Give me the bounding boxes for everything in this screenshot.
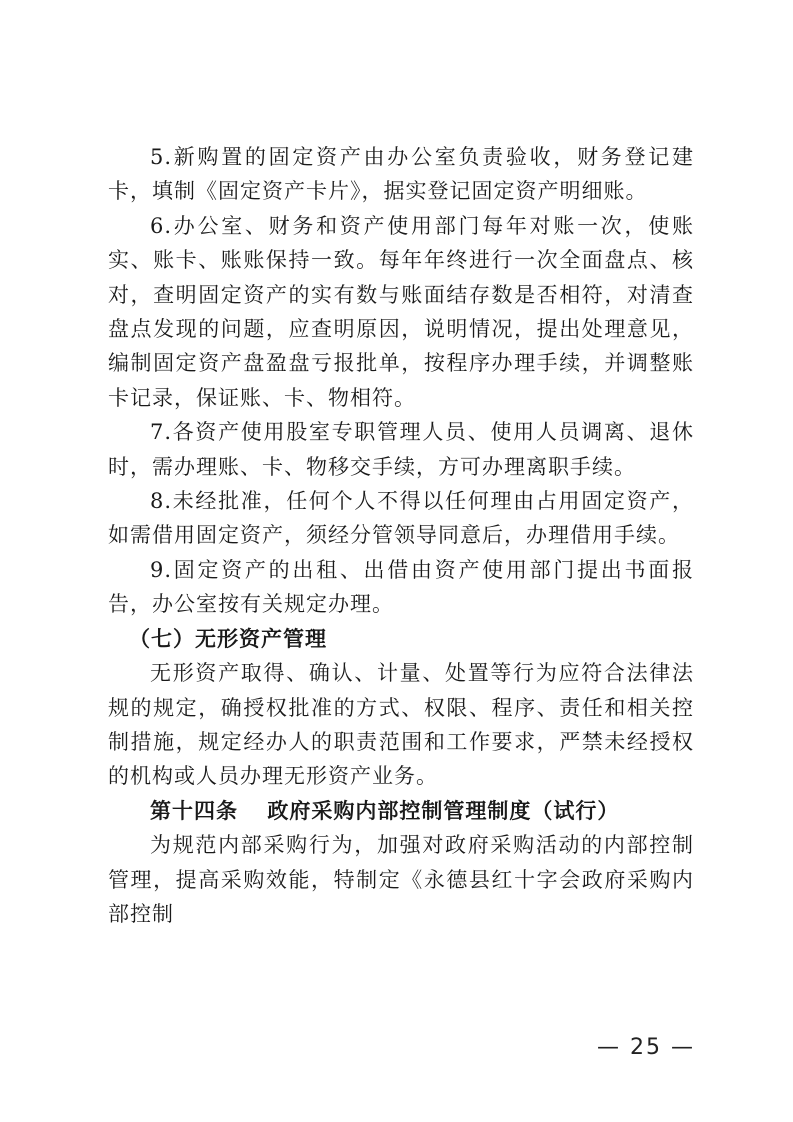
paragraph-item-5: 5.新购置的固定资产由办公室负责验收，财务登记建卡，填制《固定资产卡片》，据实登记固定资产明细账。 [108,145,694,204]
paragraph-item-8: 8.未经批准，任何个人不得以任何理由占用固定资产，如需借用固定资产，须经分管领导同意后，办理借用手续。 [108,489,694,548]
page-number: — 25 — [597,1035,695,1060]
section-heading: （七）无形资产管理 [129,626,327,651]
section-paragraph: 无形资产取得、确认、计量、处置等行为应符合法律法规的规定，确授权批准的方式、权限、程序、责任和相关控制措施，规定经办人的职责范围和工作要求，严禁未经授权的机构或人员办理无形资产业务。 [108,661,694,789]
article-number: 第十四条 [150,798,238,823]
document-body [108,140,694,931]
article-heading [108,794,694,828]
paragraph-item-9: 9.固定资产的出租、出借由资产使用部门提出书面报告，办公室按有关规定办理。 [108,557,694,617]
article-title: 政府采购内部控制管理制度（试行） [267,798,620,823]
paragraph-item-7: 7.各资产使用股室专职管理人员、使用人员调离、退休时，需办理账、卡、物移交手续，方可办理离职手续。 [108,420,694,479]
paragraph-item-6: 6.办公室、财务和资产使用部门每年对账一次，使账实、账卡、账账保持一致。每年年终进行一次全面盘点、核对，查明固定资产的实有数与账面结存数是否相符，对清查盘点发现的问题，应查明原因，说明情况，提出处理意见，编制固定资产盘盈盘亏报批单，按程序办理手续，并调整账卡记录，保证账、卡、物相符。 [108,213,694,410]
article-paragraph: 为规范内部采购行为，加强对政府采购活动的内部控制管理，提高采购效能，特制定《永德县红十字会政府采购内部控制 [108,833,694,926]
